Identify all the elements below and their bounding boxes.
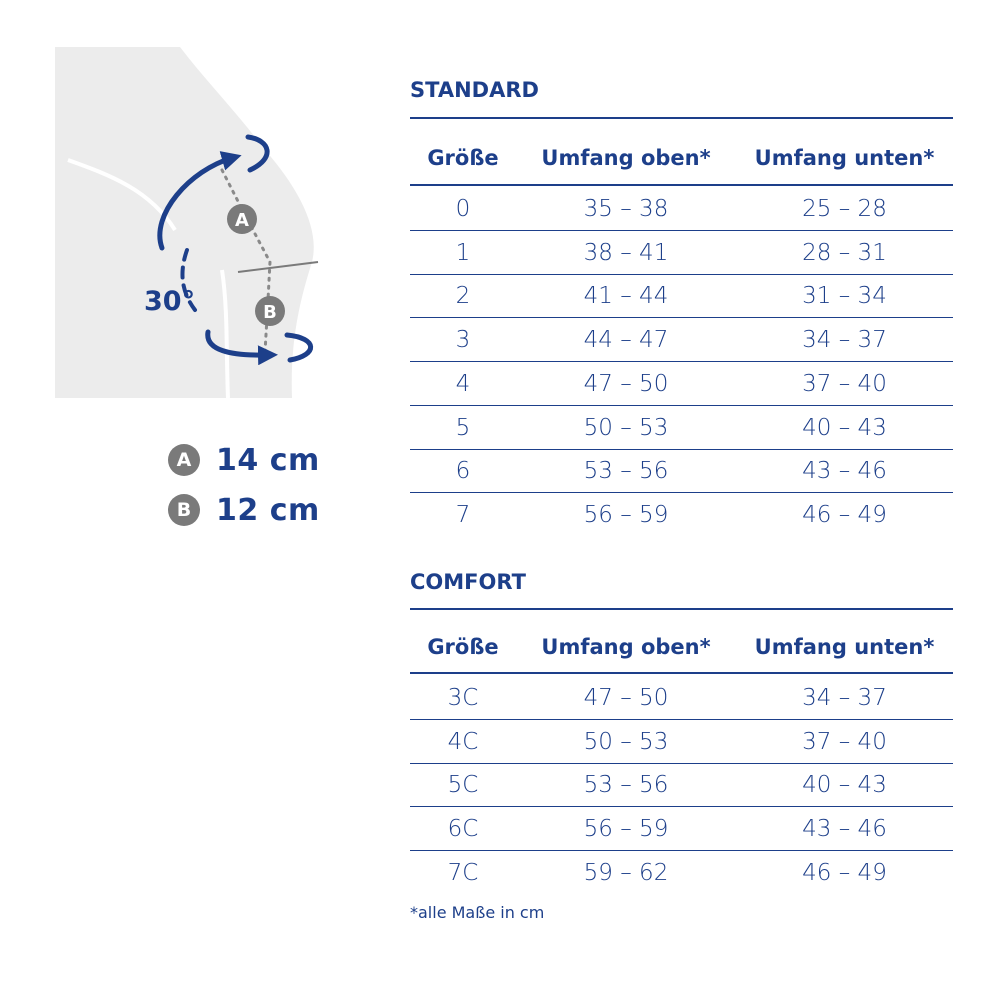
- comfort-header-rule: [410, 672, 953, 674]
- lower-circumference-cell: 31 – 34: [802, 283, 887, 310]
- table-row: [410, 852, 953, 895]
- legend-value-a: 14 cm: [216, 442, 320, 478]
- table-row: [410, 808, 953, 851]
- size-cell: 4C: [447, 728, 479, 755]
- lower-circumference-cell: 28 – 31: [802, 239, 887, 266]
- table-row: [410, 494, 953, 537]
- legend-item-b: [168, 490, 368, 530]
- comfort-header-size: Größe: [427, 635, 499, 659]
- upper-circumference-cell: 59 – 62: [583, 860, 669, 887]
- legend-value-b: 12 cm: [216, 492, 320, 528]
- lower-circumference-cell: 37 – 40: [802, 370, 887, 397]
- comfort-title: COMFORT: [410, 570, 526, 594]
- size-cell: 7C: [447, 860, 479, 887]
- table-row: [410, 232, 953, 275]
- table-row: [410, 677, 953, 720]
- marker-a-label: A: [235, 210, 249, 231]
- size-cell: 4: [455, 370, 471, 397]
- comfort-header-row: [410, 615, 953, 679]
- upper-circumference-cell: 56 – 59: [583, 502, 669, 529]
- lower-circumference-cell: 43 – 46: [802, 458, 887, 485]
- legend-marker-a: A: [168, 444, 200, 476]
- size-cell: 6: [455, 458, 471, 485]
- upper-circumference-cell: 38 – 41: [583, 239, 669, 266]
- size-cell: 5C: [447, 772, 479, 799]
- upper-circumference-cell: 35 – 38: [583, 196, 669, 222]
- lower-circumference-cell: 34 – 37: [802, 327, 887, 354]
- table-row: [410, 188, 953, 231]
- upper-circumference-cell: 41 – 44: [583, 283, 669, 310]
- upper-circumference-cell: 53 – 56: [583, 458, 669, 485]
- comfort-header-upper: Umfang oben*: [541, 635, 711, 659]
- lower-circumference-cell: 40 – 43: [802, 414, 887, 441]
- size-cell: 7: [455, 502, 471, 529]
- upper-circumference-cell: 50 – 53: [583, 414, 669, 441]
- angle-label: 30°: [144, 286, 196, 317]
- table-row: [410, 407, 953, 450]
- lower-circumference-cell: 40 – 43: [802, 772, 887, 799]
- footnote: *alle Maße in cm: [410, 903, 545, 922]
- table-row: [410, 764, 953, 807]
- table-row: [410, 450, 953, 493]
- standard-header-row: [410, 126, 953, 190]
- upper-circumference-cell: 44 – 47: [583, 327, 669, 354]
- marker-b-label: B: [263, 302, 277, 323]
- size-cell: 1: [455, 239, 471, 266]
- knee-measurement-illustration: [0, 0, 400, 420]
- size-cell: 3C: [447, 685, 479, 711]
- lower-circumference-cell: 25 – 28: [802, 196, 887, 222]
- comfort-header-lower: Umfang unten*: [754, 635, 935, 659]
- lower-circumference-cell: 46 – 49: [802, 860, 887, 887]
- standard-header-rule: [410, 184, 953, 186]
- leg-silhouette: [55, 47, 314, 398]
- table-row: [410, 319, 953, 362]
- size-cell: 6C: [447, 816, 479, 843]
- size-cell: 0: [455, 196, 471, 222]
- comfort-top-rule: [410, 608, 953, 610]
- standard-title: STANDARD: [410, 78, 539, 102]
- upper-circumference-cell: 53 – 56: [583, 772, 669, 799]
- standard-header-size: Größe: [427, 146, 499, 170]
- size-cell: 2: [455, 283, 471, 310]
- upper-circumference-cell: 50 – 53: [583, 728, 669, 755]
- table-row: [410, 363, 953, 406]
- table-row: [410, 275, 953, 318]
- standard-header-upper: Umfang oben*: [541, 146, 711, 170]
- lower-circumference-cell: 34 – 37: [802, 685, 887, 711]
- lower-circumference-cell: 43 – 46: [802, 816, 887, 843]
- size-cell: 3: [455, 327, 471, 354]
- standard-top-rule: [410, 117, 953, 119]
- legend-item-a: [168, 440, 368, 480]
- lower-circumference-cell: 46 – 49: [802, 502, 887, 529]
- upper-circumference-cell: 47 – 50: [583, 370, 669, 397]
- legend-marker-b: B: [168, 494, 200, 526]
- lower-circumference-cell: 37 – 40: [802, 728, 887, 755]
- table-row: [410, 721, 953, 764]
- upper-circumference-cell: 56 – 59: [583, 816, 669, 843]
- upper-circumference-cell: 47 – 50: [583, 685, 669, 711]
- standard-header-lower: Umfang unten*: [754, 146, 935, 170]
- size-cell: 5: [455, 414, 471, 441]
